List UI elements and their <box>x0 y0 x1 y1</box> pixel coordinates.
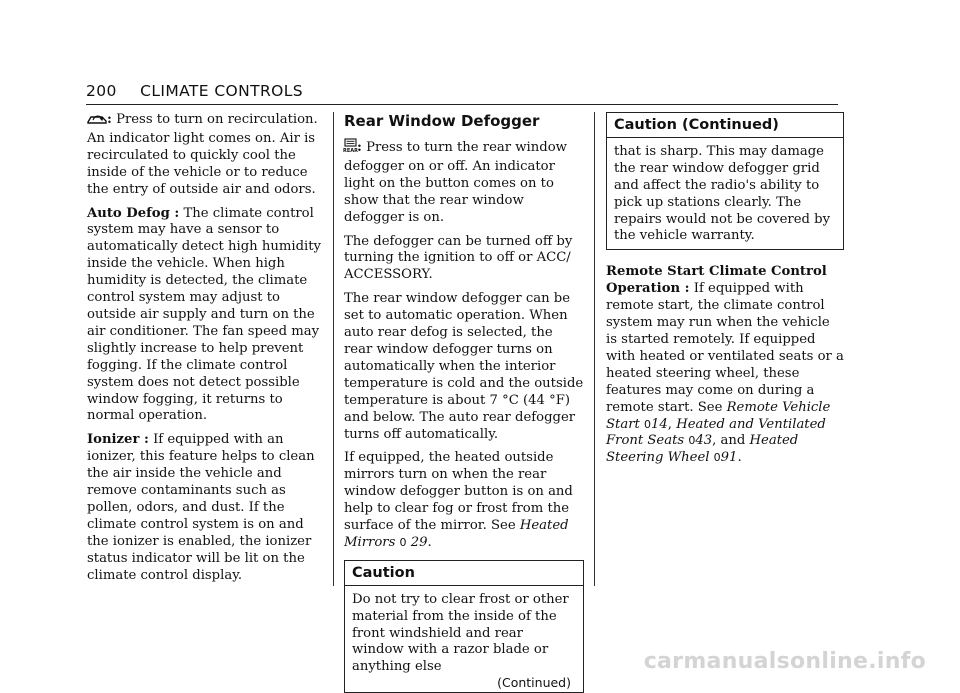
header-rule <box>86 104 838 105</box>
heated-mirrors-paragraph <box>344 450 584 551</box>
auto-defog-label: Auto Defog : <box>87 205 180 221</box>
comma: , <box>667 416 672 432</box>
heated-steering-wheel-link[interactable]: Heated Steering Wheel <box>606 433 799 466</box>
continued-label: (Continued) <box>497 675 571 691</box>
caution-box <box>344 560 584 693</box>
ionizer-text: If equipped with an ionizer, this feature helps to clean the air inside the vehicle and remove contaminants such as pollen, odors, and dust. If the climate control system is on and the ionizer is enabled, the ionizer status indicator will be lit on the climate control display. <box>87 432 315 583</box>
column-2 <box>344 112 584 693</box>
heated-mirrors-text: If equipped, the heated outside mirrors turn on when the rear window defogger button is on and help to clear fog or frost from the surface of the mirror. See <box>344 450 573 534</box>
page-header <box>86 82 303 100</box>
recirculation-paragraph <box>87 112 327 199</box>
remote-start-text: If equipped with remote start, the climate control system may run when the vehicle is started remotely. If equipped with heated or ventilated seats or a heated steering wheel, these features may come on during a remote start. See <box>606 281 844 415</box>
caution-continued-text: that is sharp. This may damage the rear window defogger grid and affect the radio's ability to pick up stations clearly. The repairs would not be covered by the vehicle warranty. <box>614 143 831 244</box>
rear-defogger-text: Press to turn the rear window defogger on or off. An indicator light on the button comes on to show that the rear window defogger is on. <box>344 140 567 225</box>
page-ref-arrow: 0 <box>713 451 721 465</box>
caution-continued-title: Caution (Continued) <box>607 113 843 138</box>
heated-mirrors-link[interactable]: Heated Mirrors <box>344 518 569 550</box>
heated-steering-wheel-page[interactable]: 91 <box>720 450 738 466</box>
caution-body <box>345 586 583 693</box>
page-number: 200 <box>86 82 117 100</box>
rear-defogger-title: Rear Window Defogger <box>344 112 540 130</box>
heated-seats-link[interactable]: Heated and Ventilated Front Seats <box>606 416 826 449</box>
and-text: , and <box>712 433 746 449</box>
rear-icon-label: REAR <box>343 148 358 155</box>
ionizer-label: Ionizer : <box>87 432 149 448</box>
remote-start-paragraph <box>606 264 844 467</box>
auto-rear-defog-paragraph: The rear window defogger can be set to automatic operation. When auto rear defog is selected, the rear window defogger turns on automatically when the interior temperature is cold and the outside temperature is about 7 °C (44 °F) and below. The auto rear defogger turns off automatically. <box>344 291 584 442</box>
column-1 <box>87 112 327 591</box>
recirculation-car-icon <box>87 113 107 131</box>
remote-start-label: Remote Start Climate Control Operation : <box>606 264 827 297</box>
auto-defog-paragraph <box>87 206 327 426</box>
section-title: CLIMATE CONTROLS <box>140 82 304 100</box>
recirc-separator: : <box>107 112 112 127</box>
defogger-off-paragraph: The defogger can be turned off by turning the ignition to off or ACC/ ACCESSORY. <box>344 233 573 283</box>
column-3 <box>606 112 844 474</box>
heated-mirrors-page[interactable]: 29 <box>410 534 428 550</box>
caution-continued-body <box>607 138 843 249</box>
caution-continued-box <box>606 112 844 250</box>
rear-separator: : <box>357 140 362 155</box>
page-ref-arrow: 0 <box>688 434 696 448</box>
watermark: carmanualsonline.info <box>643 649 926 674</box>
caution-title: Caution <box>345 561 583 586</box>
column-divider-1 <box>333 112 334 586</box>
rear-defogger-icon <box>344 138 357 159</box>
page-ref-arrow: 0 <box>644 417 652 431</box>
rear-defogger-paragraph <box>344 138 584 227</box>
caution-text: Do not try to clear frost or other material from the inside of the front windshield and rear window with a razor blade or anything else <box>352 591 569 675</box>
recirc-text: Press to turn on recirculation. An indicator light comes on. Air is recirculated to quickly cool the inside of the vehicle or to reduce the entry of outside air and odors. <box>87 112 318 197</box>
heated-seats-page[interactable]: 43 <box>695 433 713 449</box>
period: . <box>427 534 432 550</box>
column-divider-2 <box>594 112 595 586</box>
remote-vehicle-start-link[interactable]: Remote Vehicle Start <box>606 399 831 432</box>
remote-vehicle-start-page[interactable]: 14 <box>651 416 668 432</box>
ionizer-paragraph <box>87 432 327 584</box>
auto-defog-text: The climate control system may have a sensor to automatically detect high humidity inside the vehicle. When high humidity is detected, the climate control system may adjust to outside air supply and turn on the air conditioner. The fan speed may slightly increase to help prevent fogging. If the climate control system does not detect possible window fogging, it returns to normal operation. <box>87 205 321 424</box>
period: . <box>737 450 742 466</box>
page-ref-arrow: 0 <box>399 535 407 549</box>
